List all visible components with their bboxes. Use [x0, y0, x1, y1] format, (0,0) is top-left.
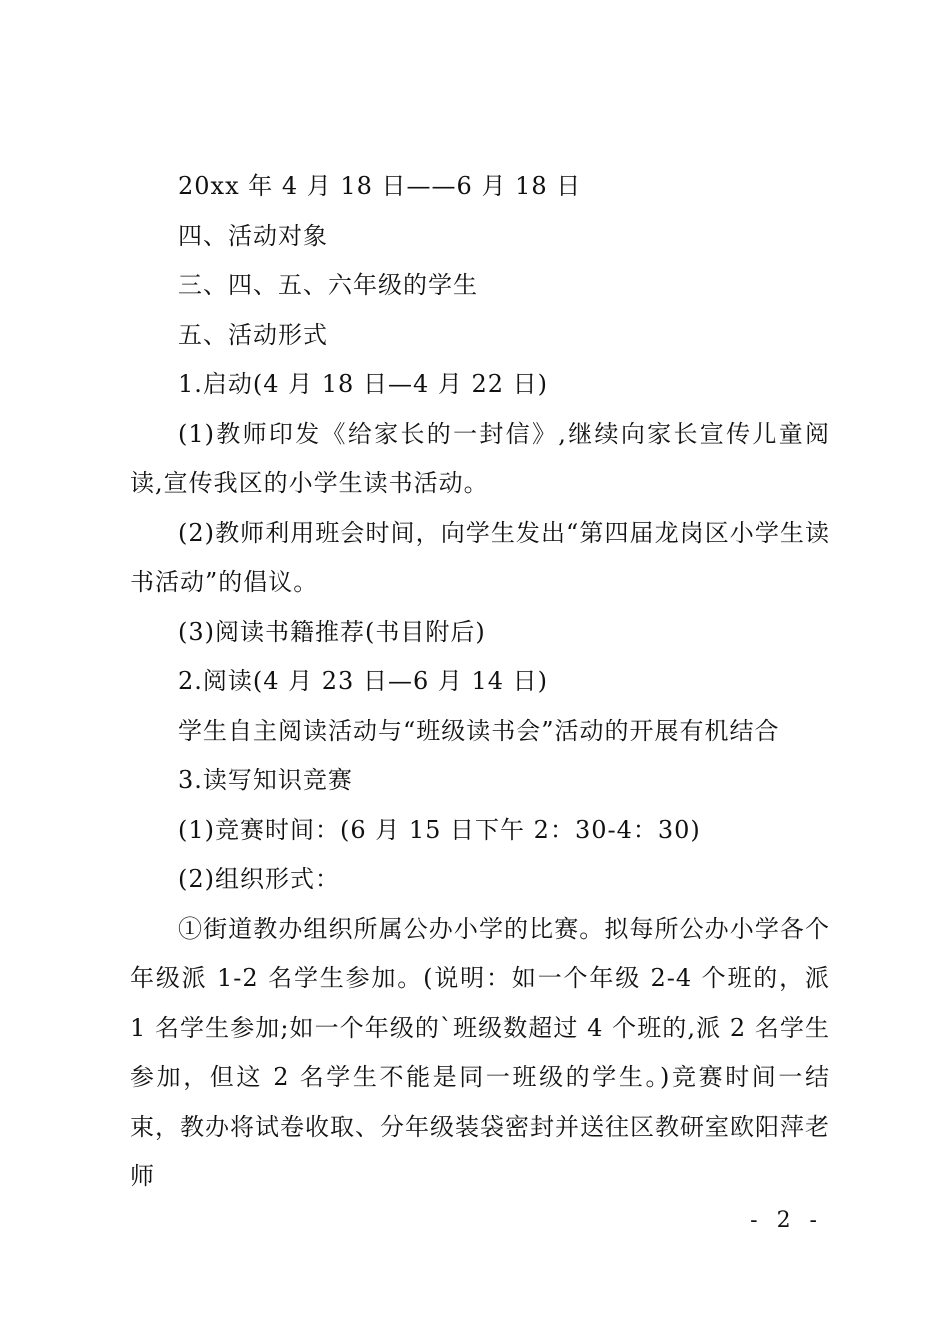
- subheading-launch: 1.启动(4 月 18 日—4 月 22 日): [178, 370, 549, 398]
- paragraph-launch-item-2: (2)教师利用班会时间，向学生发出“第四届龙岗区小学生读书活动”的倡议。: [130, 518, 830, 596]
- paragraph-organization-detail: ①街道教办组织所属公办小学的比赛。拟每所公办小学各个年级派 1-2 名学生参加。(说明：如一个年级 2-4 个班的，派 1 名学生参加;如一个年级的`班级数超过 4 个班的,派 2 名学生参加，但这 2 名学生不能是同一班级的学生。)竞赛时间一结束，教办将试卷收取、分年级装袋密封并送往区教研室欧阳萍老师: [130, 914, 839, 1190]
- paragraph-launch-item-3: (3)阅读书籍推荐(书目附后): [178, 617, 486, 646]
- paragraph-organization-form: (2)组织形式：: [178, 865, 340, 893]
- page-number: - 2 -: [750, 1208, 823, 1233]
- paragraph-reading-detail: 学生自主阅读活动与“班级读书会”活动的开展有机结合: [178, 716, 780, 745]
- paragraph-launch-item-1: (1)教师印发《给家长的一封信》,继续向家长宣传儿童阅读,宣传我区的小学生读书活动。: [130, 419, 830, 497]
- heading-activity-form: 五、活动形式: [178, 320, 328, 349]
- subheading-reading: 2.阅读(4 月 23 日—6 月 14 日): [178, 667, 549, 695]
- paragraph-target-grades: 三、四、五、六年级的学生: [178, 271, 478, 299]
- paragraph-date-range: 20xx 年 4 月 18 日——6 月 18 日: [178, 172, 582, 200]
- document-body: [130, 162, 839, 1202]
- heading-activity-target: 四、活动对象: [178, 221, 328, 250]
- paragraph-competition-time: (1)竞赛时间：(6 月 15 日下午 2：30-4：30): [178, 815, 701, 844]
- subheading-competition: 3.读写知识竞赛: [178, 766, 353, 794]
